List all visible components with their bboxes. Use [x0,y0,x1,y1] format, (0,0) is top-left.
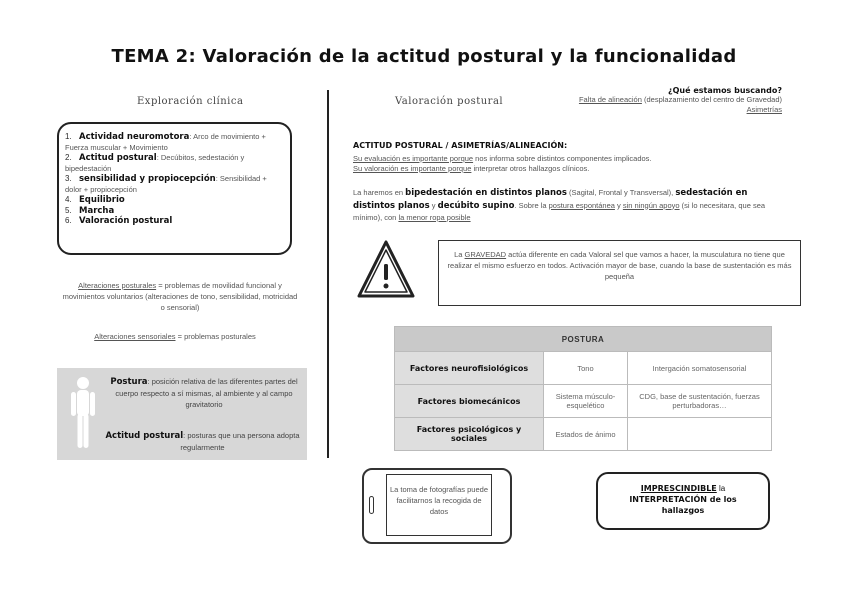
clinical-exploration-list-box [57,122,292,255]
section-title: ACTITUD POSTURAL / ASIMETRÍAS/ALINEACIÓN: [353,141,568,150]
table-cell: Tono [544,352,628,385]
gravity-warning-box: La GRAVEDAD actúa diferente en cada Valoral sel que vamos a hacer, la musculatura no tiene que realizar el mismo esfuerzo en todos. Activación mayor de base, cuando la base de sustentación es más pequeña [438,240,801,306]
table-cell: Sistema músculo-esquelético [544,385,628,418]
positions-paragraph: La haremos en bipedestación en distintos planos (Sagital, Frontal y Transversal), sedestación en distintos planos y decúbito supino. Sobre la postura espontánea y sin ningún apoyo (si lo necesitara, que sea mínimo), con la menor ropa posible [353,188,766,222]
list-item: 2. Actitud postural: Decúbitos, sedestación y bipedestación [65,153,245,173]
posture-table [394,326,772,451]
importance-text: Su evaluación es importante porque nos informa sobre distintos componentes implicados. Su valoración es importante porque interpretar otros hallazgos clínicos. [353,154,652,173]
table-header: POSTURA [395,327,772,352]
list-item: 4. Equilibrio [65,195,125,205]
human-figure-icon [68,376,98,450]
postura-definition: Postura: posición relativa de las diferentes partes del cuerpo respecto a sí mismas, al ambiente y al campo gravitatorio [110,377,298,409]
row-head: Factores neurofisiológicos [395,352,544,385]
warning-icon [355,238,417,302]
table-cell: Intergación somatosensorial [628,352,772,385]
table-row [395,418,772,451]
actitud-postural-definition: Actitud postural: posturas que una persona adopta regularmente [105,431,300,452]
page-title: TEMA 2: Valoración de la actitud postural y la funcionalidad [111,46,737,67]
right-heading: Valoración postural [395,96,504,107]
table-row [395,352,772,385]
row-head: Factores biomecánicos [395,385,544,418]
list-item: 3. sensibilidad y propiocepción: Sensibilidad + dolor + propiocepción [65,174,267,194]
table-cell [628,418,772,451]
left-heading: Exploración clínica [137,96,244,107]
row-head: Factores psicológicos y sociales [395,418,544,451]
interpretation-note: IMPRESCINDIBLE la INTERPRETACIÓN de los hallazgos [596,472,770,530]
table-row [395,385,772,418]
alteraciones-posturales-text: Alteraciones posturales = problemas de movilidad funcional y movimientos voluntarios (alteraciones de tono, sensibilidad, motricidad o sensorial) [62,281,298,312]
column-divider [327,90,329,458]
phone-button-icon [369,496,374,514]
list-item: 5. Marcha [65,205,115,216]
table-cell: Estados de ánimo [544,418,628,451]
list-item: 6. Valoración postural [65,216,173,226]
list-item: 1. Actividad neuromotora: Arco de movimiento + Fuerza muscular + Movimiento [65,132,266,152]
alteraciones-sensoriales-text: Alteraciones sensoriales = problemas posturales [94,332,256,341]
table-cell: CDG, base de sustentación, fuerzas perturbadoras… [628,385,772,418]
phone-note: La toma de fotografías puede facilitarnos la recogida de datos [386,474,492,536]
question-block: ¿Qué estamos buscando? Falta de alineación (desplazamiento del centro de Gravedad) Asimetrías [578,86,782,114]
